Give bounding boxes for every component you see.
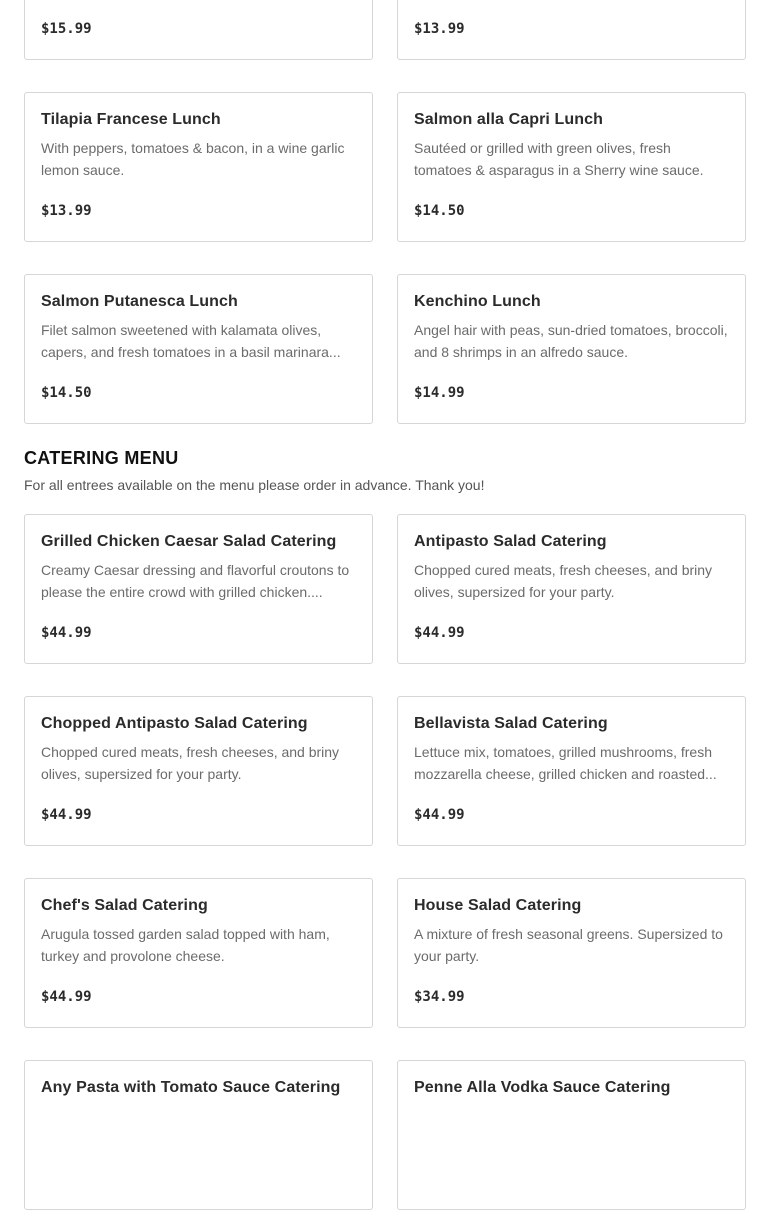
menu-item-name: Bellavista Salad Catering [414,715,608,732]
menu-item-description: Chopped cured meats, fresh cheeses, and briny olives, supersized for your party. [41,744,340,782]
menu-item-name: House Salad Catering [414,897,582,914]
menu-item-description: Lettuce mix, tomatoes, grilled mushrooms, fresh mozzarella cheese, grilled chicken and roasted... [414,744,717,782]
menu-item-name: Antipasto Salad Catering [414,533,607,550]
menu-item-price: $44.99 [41,807,92,823]
menu-item-card[interactable] [397,878,746,1028]
menu-item-name: Penne Alla Vodka Sauce Catering [414,1079,671,1096]
menu-item-card[interactable] [397,1060,746,1210]
menu-item-price: $15.99 [41,21,92,37]
section-title: CATERING MENU [24,448,179,468]
menu-item-description: With peppers, tomatoes & bacon, in a wine garlic lemon sauce. [41,140,345,178]
menu-item-price: $44.99 [41,625,92,641]
menu-item-card[interactable] [24,1060,373,1210]
menu-item-price: $14.50 [41,385,92,401]
menu-item-description: Sautéed or grilled with green olives, fresh tomatoes & asparagus in a Sherry wine sauce. [414,140,704,178]
menu-item-price: $44.99 [414,625,465,641]
menu-item-name: Salmon Putanesca Lunch [41,293,238,310]
menu-item-card[interactable] [397,696,746,846]
menu-item-price: $44.99 [414,807,465,823]
menu-item-name: Grilled Chicken Caesar Salad Catering [41,533,337,550]
menu-item-card[interactable] [397,274,746,424]
menu-item-card[interactable] [24,696,373,846]
menu-item-card[interactable] [397,0,746,60]
menu-item-price: $13.99 [414,21,465,37]
menu-item-card[interactable] [24,92,373,242]
menu-item-price: $14.99 [414,385,465,401]
section-description: For all entrees available on the menu please order in advance. Thank you! [24,477,485,493]
menu-item-price: $14.50 [414,203,465,219]
menu-item-description: Creamy Caesar dressing and flavorful croutons to please the entire crowd with grilled chicken.... [41,562,350,600]
menu-item-card[interactable] [24,0,373,60]
menu-item-description: A mixture of fresh seasonal greens. Supersized to your party. [414,926,723,964]
menu-item-card[interactable] [24,878,373,1028]
menu-item-name: Chef's Salad Catering [41,897,208,914]
menu-item-card[interactable] [397,92,746,242]
menu-item-price: $34.99 [414,989,465,1005]
menu-item-card[interactable] [397,514,746,664]
menu-item-name: Any Pasta with Tomato Sauce Catering [41,1079,341,1096]
menu-item-name: Salmon alla Capri Lunch [414,111,604,128]
menu-item-description: Filet salmon sweetened with kalamata olives, capers, and fresh tomatoes in a basil marinara... [41,322,341,360]
menu-item-card[interactable] [24,274,373,424]
menu-item-price: $13.99 [41,203,92,219]
menu-item-name: Chopped Antipasto Salad Catering [41,715,308,732]
menu-item-price: $44.99 [41,989,92,1005]
menu-item-description: Angel hair with peas, sun-dried tomatoes, broccoli, and 8 shrimps in an alfredo sauce. [414,322,728,360]
menu-item-name: Kenchino Lunch [414,293,541,310]
menu-item-name: Tilapia Francese Lunch [41,111,221,128]
menu-item-description: Arugula tossed garden salad topped with ham, turkey and provolone cheese. [41,926,330,964]
menu-item-card[interactable] [24,514,373,664]
menu-item-description: Chopped cured meats, fresh cheeses, and briny olives, supersized for your party. [414,562,713,600]
